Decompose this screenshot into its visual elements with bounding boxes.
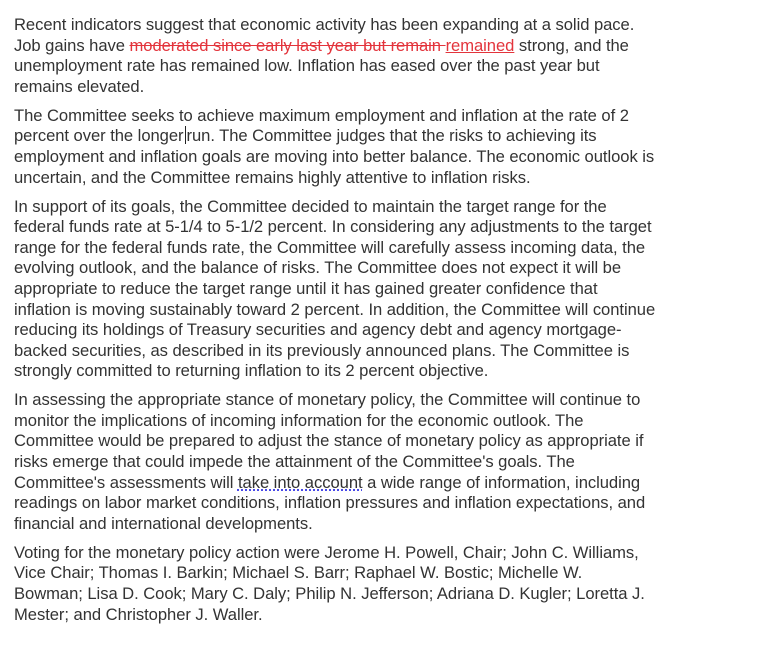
text-line: monitor the implications of incoming information for the economic outlook. The bbox=[14, 410, 584, 430]
paragraph-committee-goals[interactable] bbox=[14, 106, 734, 188]
text-line: In support of its goals, the Committee decided to maintain the target range for the bbox=[14, 196, 607, 216]
text-segment: Job gains have bbox=[14, 35, 130, 55]
paragraph-monetary-stance[interactable] bbox=[14, 390, 734, 534]
text-line: Recent indicators suggest that economic activity has been expanding at a solid pace. bbox=[14, 15, 635, 34]
text-line: Vice Chair; Thomas I. Barkin; Michael S. Barr; Raphael W. Bostic; Michelle W. bbox=[14, 563, 583, 583]
text-line: inflation is moving sustainably toward 2 percent. In addition, the Committee will continue bbox=[14, 299, 656, 319]
text-line: readings on labor market conditions, inflation pressures and inflation expectations, and bbox=[14, 493, 646, 513]
text-line-with-cursor bbox=[14, 126, 734, 147]
text-line: evolving outlook, and the balance of risks. The Committee does not expect it will be bbox=[14, 258, 622, 278]
text-line-tracked-change bbox=[14, 36, 734, 57]
text-line: range for the federal funds rate, the Committee will carefully assess incoming data, the bbox=[14, 237, 646, 257]
text-line: strongly committed to returning inflation to its 2 percent objective. bbox=[14, 361, 489, 381]
paragraph-voting[interactable] bbox=[14, 543, 734, 625]
text-line: appropriate to reduce the target range until it has gained greater confidence that bbox=[14, 278, 598, 298]
text-line: unemployment rate has remained low. Inflation has eased over the past year but bbox=[14, 56, 600, 76]
tracked-deletion[interactable]: moderated since early last year but remain bbox=[129, 35, 446, 55]
text-line: remains elevated. bbox=[14, 76, 145, 96]
text-segment: Committee's assessments will bbox=[14, 472, 238, 492]
text-segment: percent over the longer bbox=[14, 126, 184, 146]
text-segment: a wide range of information, including bbox=[362, 472, 641, 492]
grammar-suggestion[interactable]: take into account bbox=[237, 472, 363, 492]
text-line: The Committee seeks to achieve maximum employment and inflation at the rate of 2 bbox=[14, 105, 629, 125]
text-line: Committee would be prepared to adjust the stance of monetary policy as appropriate if bbox=[14, 431, 644, 451]
paragraph-target-range[interactable] bbox=[14, 197, 734, 382]
text-line: employment and inflation goals are moving into better balance. The economic outlook is bbox=[14, 146, 655, 166]
text-line: Voting for the monetary policy action were Jerome H. Powell, Chair; John C. Williams, bbox=[14, 542, 639, 562]
text-line: uncertain, and the Committee remains highly attentive to inflation risks. bbox=[14, 167, 531, 187]
text-line: reducing its holdings of Treasury securities and agency debt and agency mortgage- bbox=[14, 320, 622, 340]
document-body[interactable] bbox=[14, 15, 734, 634]
text-line: financial and international developments. bbox=[14, 513, 313, 533]
text-line: Bowman; Lisa D. Cook; Mary C. Daly; Philip N. Jefferson; Adriana D. Kugler; Loretta J. bbox=[14, 584, 645, 603]
text-segment: strong, and the bbox=[514, 35, 629, 55]
tracked-insertion[interactable]: remained bbox=[445, 35, 515, 55]
text-line: In assessing the appropriate stance of monetary policy, the Committee will continue to bbox=[14, 390, 641, 410]
paragraph-economic-activity[interactable] bbox=[14, 15, 734, 97]
text-line-grammar-flag bbox=[14, 473, 734, 494]
text-line: federal funds rate at 5-1/4 to 5-1/2 percent. In considering any adjustments to the target bbox=[14, 217, 652, 237]
text-line: Mester; and Christopher J. Waller. bbox=[14, 604, 263, 624]
text-segment: run. The Committee judges that the risks to achieving its bbox=[186, 126, 597, 146]
text-line: risks emerge that could impede the attainment of the Committee's goals. The bbox=[14, 452, 575, 472]
text-cursor bbox=[185, 126, 186, 144]
text-line: backed securities, as described in its previously announced plans. The Committee is bbox=[14, 340, 630, 360]
